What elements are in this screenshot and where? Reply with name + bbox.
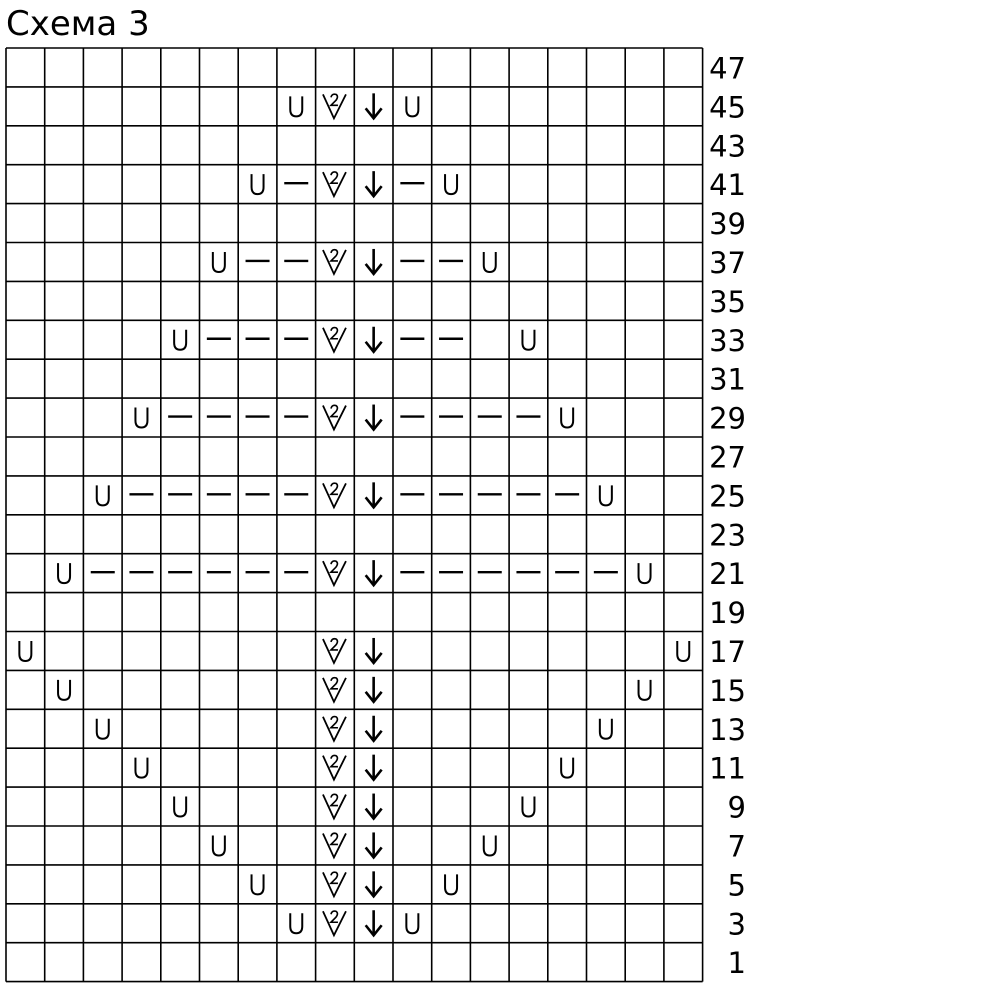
yarn-over-icon bbox=[406, 913, 418, 933]
row-label: 17 bbox=[709, 634, 746, 669]
slip-stitch-digit-two bbox=[331, 678, 338, 689]
slip-stitch-v-shape bbox=[323, 911, 346, 935]
slip-stitch-digit-two bbox=[331, 483, 338, 494]
yarn-over-icon bbox=[252, 174, 264, 194]
yarn-over-icon bbox=[445, 174, 457, 194]
chart-grid bbox=[6, 48, 703, 982]
yarn-over-icon bbox=[290, 96, 302, 116]
row-label: 33 bbox=[709, 323, 746, 358]
row-label: 37 bbox=[709, 245, 746, 280]
slip-stitch-v-shape bbox=[323, 483, 346, 507]
down-arrow-icon bbox=[366, 249, 382, 274]
row-label: 1 bbox=[727, 946, 746, 981]
slip-stitch-v-shape bbox=[323, 639, 346, 663]
slip-stitch-digit-two bbox=[331, 872, 338, 883]
yarn-over-icon bbox=[561, 408, 573, 428]
row-label: 41 bbox=[709, 168, 746, 203]
slip-stitch-v-shape bbox=[323, 328, 346, 352]
yarn-over-icon bbox=[639, 563, 651, 583]
slip-two-together-icon bbox=[323, 328, 346, 352]
slip-stitch-v-shape bbox=[323, 872, 346, 896]
slip-two-together-icon bbox=[323, 405, 346, 429]
slip-stitch-v-shape bbox=[323, 833, 346, 857]
down-arrow-icon bbox=[366, 93, 382, 118]
yarn-over-icon bbox=[174, 797, 186, 817]
yarn-over-icon bbox=[677, 641, 689, 661]
yarn-over-icon bbox=[135, 758, 147, 778]
yarn-over-icon bbox=[522, 330, 534, 350]
yarn-over-icon bbox=[97, 485, 109, 505]
down-arrow-icon bbox=[366, 171, 382, 196]
down-arrow-icon bbox=[366, 482, 382, 507]
slip-two-together-icon bbox=[323, 794, 346, 818]
row-label: 35 bbox=[709, 284, 746, 319]
yarn-over-icon bbox=[600, 719, 612, 739]
slip-stitch-v-shape bbox=[323, 406, 346, 430]
slip-stitch-digit-two bbox=[331, 172, 338, 183]
down-arrow-icon bbox=[366, 871, 382, 896]
slip-two-together-icon bbox=[323, 483, 346, 507]
slip-stitch-v-shape bbox=[323, 678, 346, 702]
yarn-over-icon bbox=[58, 680, 70, 700]
down-arrow-icon bbox=[366, 755, 382, 780]
slip-stitch-digit-two bbox=[331, 250, 338, 261]
slip-two-together-icon bbox=[323, 755, 346, 779]
yarn-over-icon bbox=[213, 252, 225, 272]
slip-stitch-digit-two bbox=[331, 911, 338, 922]
row-label: 39 bbox=[709, 207, 746, 242]
down-arrow-icon bbox=[366, 677, 382, 702]
row-label: 3 bbox=[727, 907, 746, 942]
down-arrow-icon bbox=[366, 638, 382, 663]
slip-two-together-icon bbox=[323, 639, 346, 663]
row-label: 13 bbox=[709, 712, 746, 747]
down-arrow-icon bbox=[366, 794, 382, 819]
slip-stitch-v-shape bbox=[323, 717, 346, 741]
yarn-over-icon bbox=[484, 835, 496, 855]
row-label: 47 bbox=[709, 51, 746, 86]
yarn-over-icon bbox=[290, 913, 302, 933]
slip-stitch-v-shape bbox=[323, 561, 346, 585]
yarn-over-icon bbox=[406, 96, 418, 116]
row-label: 15 bbox=[709, 673, 746, 708]
row-label: 27 bbox=[709, 440, 746, 475]
slip-two-together-icon bbox=[323, 717, 346, 741]
slip-stitch-v-shape bbox=[323, 756, 346, 780]
row-label: 29 bbox=[709, 401, 746, 436]
yarn-over-icon bbox=[58, 563, 70, 583]
row-label: 21 bbox=[709, 557, 746, 592]
slip-stitch-digit-two bbox=[331, 561, 338, 572]
row-label: 43 bbox=[709, 129, 746, 164]
row-label: 23 bbox=[709, 518, 746, 553]
yarn-over-icon bbox=[445, 874, 457, 894]
row-label: 7 bbox=[727, 829, 746, 864]
slip-stitch-digit-two bbox=[331, 94, 338, 105]
row-label: 19 bbox=[709, 596, 746, 631]
slip-stitch-digit-two bbox=[331, 328, 338, 339]
slip-two-together-icon bbox=[323, 94, 346, 118]
chart-title: Схема 3 bbox=[6, 4, 150, 44]
yarn-over-icon bbox=[135, 408, 147, 428]
slip-two-together-icon bbox=[323, 561, 346, 585]
row-label: 11 bbox=[709, 751, 746, 786]
slip-stitch-digit-two bbox=[331, 833, 338, 844]
slip-stitch-digit-two bbox=[331, 639, 338, 650]
down-arrow-icon bbox=[366, 405, 382, 430]
down-arrow-icon bbox=[366, 832, 382, 857]
slip-two-together-icon bbox=[323, 833, 346, 857]
slip-stitch-digit-two bbox=[331, 717, 338, 728]
yarn-over-icon bbox=[213, 835, 225, 855]
yarn-over-icon bbox=[484, 252, 496, 272]
down-arrow-icon bbox=[366, 560, 382, 585]
yarn-over-icon bbox=[561, 758, 573, 778]
slip-stitch-v-shape bbox=[323, 94, 346, 118]
down-arrow-icon bbox=[366, 327, 382, 352]
row-label: 31 bbox=[709, 362, 746, 397]
yarn-over-icon bbox=[600, 485, 612, 505]
slip-two-together-icon bbox=[323, 678, 346, 702]
slip-stitch-digit-two bbox=[331, 794, 338, 805]
slip-two-together-icon bbox=[323, 172, 346, 196]
yarn-over-icon bbox=[252, 874, 264, 894]
row-label: 9 bbox=[727, 790, 746, 825]
yarn-over-icon bbox=[174, 330, 186, 350]
slip-two-together-icon bbox=[323, 250, 346, 274]
slip-stitch-digit-two bbox=[331, 755, 338, 766]
down-arrow-icon bbox=[366, 910, 382, 935]
row-label: 25 bbox=[709, 479, 746, 514]
yarn-over-icon bbox=[639, 680, 651, 700]
down-arrow-icon bbox=[366, 716, 382, 741]
row-label: 5 bbox=[727, 868, 746, 903]
slip-stitch-digit-two bbox=[331, 405, 338, 416]
slip-stitch-v-shape bbox=[323, 250, 346, 274]
yarn-over-icon bbox=[522, 797, 534, 817]
slip-two-together-icon bbox=[323, 872, 346, 896]
yarn-over-icon bbox=[97, 719, 109, 739]
row-label: 45 bbox=[709, 90, 746, 125]
slip-stitch-v-shape bbox=[323, 172, 346, 196]
slip-two-together-icon bbox=[323, 911, 346, 935]
slip-stitch-v-shape bbox=[323, 795, 346, 819]
yarn-over-icon bbox=[19, 641, 31, 661]
